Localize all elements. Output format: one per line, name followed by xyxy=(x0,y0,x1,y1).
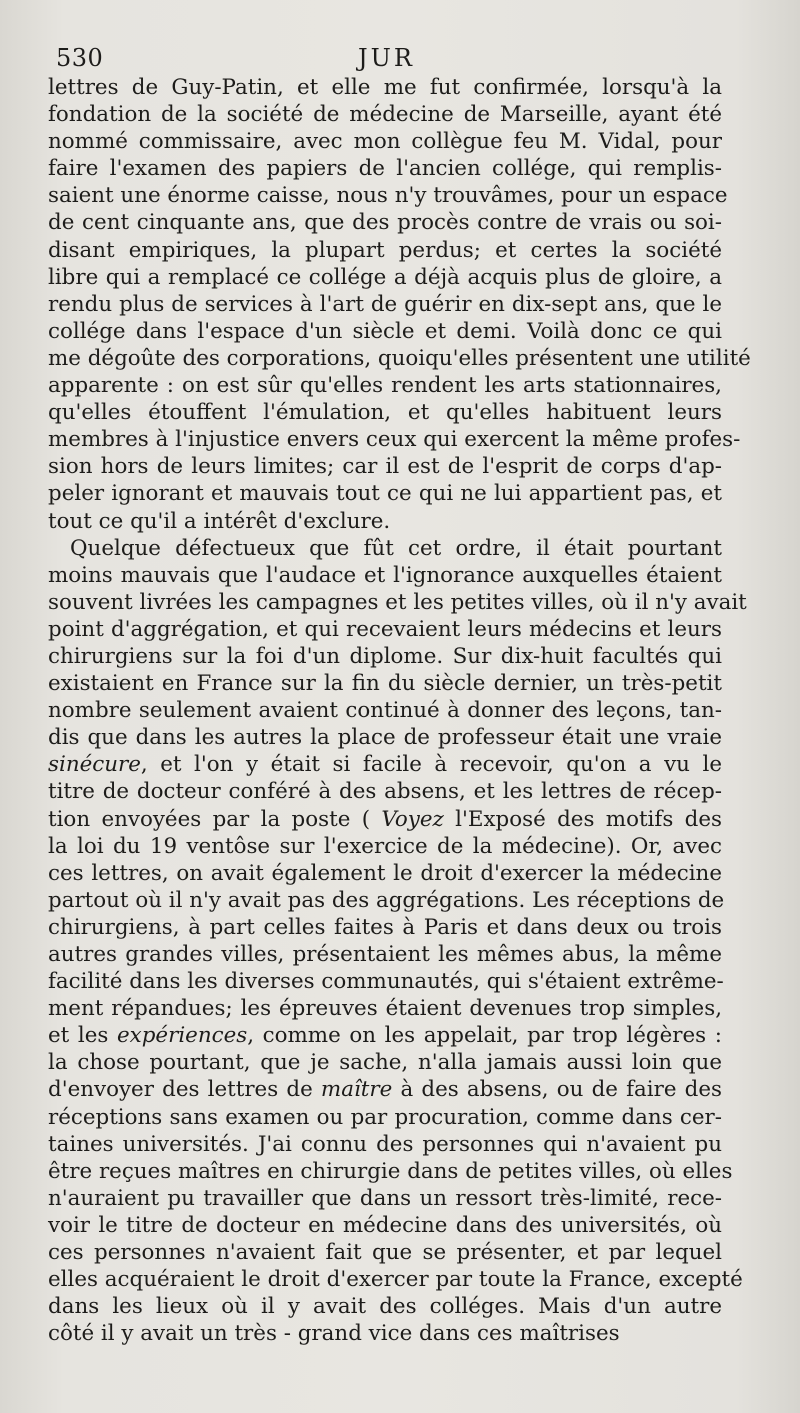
text-line: autres grandes villes, présentaient les mêmes abus, la même xyxy=(48,942,722,967)
text-line: me dégoûte des corporations, quoiqu'elles présentent une utilité xyxy=(48,345,751,371)
text-line: ces lettres, on avait également le droit d'exercer la médecine xyxy=(48,860,722,886)
text-line: ment répandues; les épreuves étaient devenues trop simples, xyxy=(48,996,722,1022)
text-line: dans les lieux où il y avait des colléges. Mais d'un autre xyxy=(48,1294,722,1320)
text-line: taines universités. J'ai connu des personnes qui n'avaient pu xyxy=(48,1131,722,1157)
body-text xyxy=(48,74,751,1347)
text-line xyxy=(48,1022,722,1049)
text-line: collége dans l'espace d'un siècle et demi. Voilà donc ce qui xyxy=(48,318,722,344)
text-line: n'auraient pu travailler que dans un ressort très-limité, rece- xyxy=(48,1185,722,1211)
text-segment: l'Exposé des motifs des xyxy=(443,806,722,832)
text-line: la loi du 19 ventôse sur l'exercice de la médecine). Or, avec xyxy=(48,833,722,859)
text-segment: d'envoyer des lettres de xyxy=(48,1077,321,1103)
text-line xyxy=(48,806,722,833)
text-line: point d'aggrégation, et qui recevaient leurs médecins et leurs xyxy=(48,616,722,642)
text-line: chirurgiens sur la foi d'un diplome. Sur dix-huit facultés qui xyxy=(48,643,722,669)
text-line: nommé commissaire, avec mon collègue feu M. Vidal, pour xyxy=(48,129,722,155)
italic-term: maître xyxy=(320,1077,393,1103)
text-line: saient une énorme caisse, nous n'y trouvâmes, pour un espace xyxy=(48,183,728,209)
italic-term: Voyez xyxy=(381,806,444,832)
text-line: qu'elles étouffent l'émulation, et qu'elles habituent leurs xyxy=(48,400,722,426)
text-line: dis que dans les autres la place de professeur était une vraie xyxy=(48,725,722,751)
text-line: partout où il n'y avait pas des aggrégations. Les réceptions de xyxy=(48,887,725,913)
text-line: moins mauvais que l'audace et l'ignorance auxquelles étaient xyxy=(48,562,722,588)
text-line: sion hors de leurs limites; car il est de l'esprit de corps d'ap- xyxy=(48,454,722,480)
text-line: membres à l'injustice envers ceux qui exercent la même profes- xyxy=(48,427,741,453)
text-segment: tion envoyées par la poste ( xyxy=(48,806,382,832)
text-line: la chose pourtant, que je sache, n'alla jamais aussi loin que xyxy=(48,1050,722,1076)
page-header xyxy=(48,44,728,74)
text-line: Quelque défectueux que fût cet ordre, il était pourtant xyxy=(70,535,722,561)
text-line: nombre seulement avaient continué à donner des leçons, tan- xyxy=(48,698,722,724)
text-line: disant empiriques, la plupart perdus; et certes la société xyxy=(48,237,722,263)
text-line: voir le titre de docteur en médecine dans des universités, où xyxy=(48,1212,722,1238)
text-line: ces personnes n'avaient fait que se présenter, et par lequel xyxy=(48,1240,722,1266)
text-line: chirurgiens, à part celles faites à Paris et dans deux ou trois xyxy=(48,914,722,940)
page-number: 530 xyxy=(56,44,104,72)
text-segment: à des absens, ou de faire des xyxy=(392,1077,723,1103)
text-line: facilité dans les diverses communautés, qui s'étaient extrême- xyxy=(48,969,724,995)
text-line xyxy=(48,1076,722,1103)
text-segment: , et l'on y était si facile à recevoir, qu'on a vu le xyxy=(140,752,722,778)
text-line: être reçues maîtres en chirurgie dans de petites villes, où elles xyxy=(48,1158,733,1184)
text-line: côté il y avait un très - grand vice dans ces maîtrises xyxy=(48,1321,620,1347)
text-line: titre de docteur conféré à des absens, et les lettres de récep- xyxy=(48,779,722,805)
text-line: peler ignorant et mauvais tout ce qui ne lui appartient pas, et xyxy=(48,481,722,507)
text-line: faire l'examen des papiers de l'ancien collége, qui remplis- xyxy=(48,156,722,182)
text-segment: , comme on les appelait, par trop légères : xyxy=(247,1023,722,1049)
text-line: tout ce qu'il a intérêt d'exclure. xyxy=(48,508,391,534)
text-line: de cent cinquante ans, que des procès contre de vrais ou soi- xyxy=(48,210,722,236)
text-line: souvent livrées les campagnes et les petites villes, où il n'y avait xyxy=(48,589,747,615)
italic-term: expériences xyxy=(117,1023,248,1049)
text-line: apparente : on est sûr qu'elles rendent les arts stationnaires, xyxy=(48,373,722,399)
text-line: rendu plus de services à l'art de guérir en dix-sept ans, que le xyxy=(48,291,722,317)
text-line: lettres de Guy-Patin, et elle me fut confirmée, lorsqu'à la xyxy=(48,75,722,100)
italic-term: sinécure xyxy=(48,752,141,778)
text-line: existaient en France sur la fin du siècle dernier, un très-petit xyxy=(48,671,722,697)
text-line: libre qui a remplacé ce collége a déjà acquis plus de gloire, a xyxy=(48,264,722,290)
running-head: JUR xyxy=(358,44,415,72)
text-line xyxy=(48,751,722,778)
text-segment: et les xyxy=(48,1023,118,1049)
text-line: elles acquéraient le droit d'exercer par toute la France, excepté xyxy=(48,1267,743,1293)
text-line: réceptions sans examen ou par procuration, comme dans cer- xyxy=(48,1104,722,1130)
text-line: fondation de la société de médecine de Marseille, ayant été xyxy=(48,102,722,128)
